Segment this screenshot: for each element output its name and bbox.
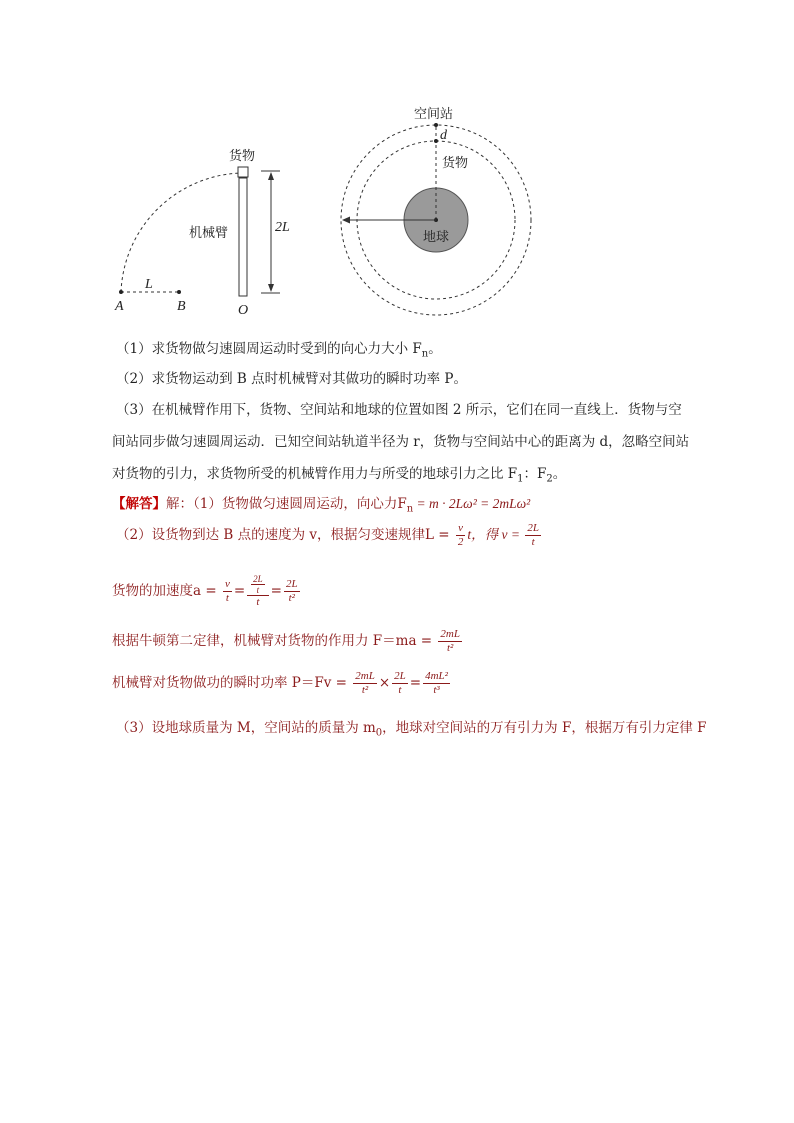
fraction-v-over-2 xyxy=(456,522,466,549)
point-b-dot xyxy=(177,290,181,294)
answer-6 xyxy=(116,716,707,739)
answer-3 xyxy=(112,574,302,609)
height-label: 2L xyxy=(275,220,290,235)
answer-6-sub: 0 xyxy=(375,727,383,739)
frac-den: 2 xyxy=(457,536,464,548)
equals-sign: = xyxy=(233,583,246,599)
figure-2-space-station xyxy=(330,100,545,320)
q2-text: （2）求货物运动到 B 点时机械臂对其做功的瞬时功率 P。 xyxy=(116,371,467,387)
frac-num: v xyxy=(224,578,230,590)
point-b-label: B xyxy=(177,299,186,314)
frac-den: t² xyxy=(447,642,454,654)
point-a-label: A xyxy=(115,299,124,314)
answer-5-text: 机械臂对货物做功的瞬时功率 P＝Fv = xyxy=(112,675,352,691)
figure-1-robot-arm xyxy=(105,140,315,320)
q1-subscript: n xyxy=(421,348,429,360)
fraction-v-over-t xyxy=(223,578,232,605)
answer-2 xyxy=(116,522,543,549)
station-label: 空间站 xyxy=(414,107,454,122)
frac-num: 2L xyxy=(285,578,298,590)
equals-sign: = xyxy=(409,675,422,691)
frac-den: t xyxy=(225,592,229,604)
question-3-line-1 xyxy=(116,398,682,418)
question-2 xyxy=(116,367,467,387)
q3-colon: ：F xyxy=(523,466,547,482)
question-3-line-2 xyxy=(112,430,689,450)
earth-label: 地球 xyxy=(423,230,450,245)
fraction-2l-over-t-small xyxy=(251,574,265,595)
fraction-2ml-over-t2 xyxy=(353,670,377,697)
fraction-nested xyxy=(247,574,269,609)
station-dot xyxy=(434,123,438,127)
question-1 xyxy=(116,337,442,360)
frac-num: 2mL xyxy=(355,670,375,682)
frac-den: t³ xyxy=(433,684,440,696)
frac-den: t xyxy=(398,684,402,696)
answer-2-text: （2）设货物到达 B 点的速度为 v，根据匀变速规律L = xyxy=(116,527,454,543)
arm-label: 机械臂 xyxy=(189,226,229,241)
q1-text: （1）求货物做匀速圆周运动时受到的向心力大小 F xyxy=(116,341,422,357)
point-o-label: O xyxy=(238,303,249,318)
robot-arm-rod xyxy=(239,178,247,296)
fraction-2l-over-t2 xyxy=(284,578,300,605)
answer-1-text: 解：（1）货物做匀速圆周运动，向心力F xyxy=(166,496,407,512)
q3-text-2: 间站同步做匀速圆周运动．已知空间站轨道半径为 r，货物与空间站中心的距离为 d，忽略空间站 xyxy=(112,434,690,450)
answer-4-text: 根据牛顿第二定律，机械臂对货物的作用力 F＝ma = xyxy=(112,633,437,649)
cargo-label: 货物 xyxy=(229,149,256,164)
answer-4 xyxy=(112,628,464,655)
distance-label: L xyxy=(145,277,153,292)
q3-sub-1: 1 xyxy=(517,473,524,485)
answer-2-mid: t，得 v = xyxy=(467,527,524,542)
equals-sign: = xyxy=(270,583,282,599)
fraction-2ml-over-t2 xyxy=(438,628,462,655)
frac-num: 2L xyxy=(527,522,539,534)
cargo-dot xyxy=(434,139,438,143)
frac-den: t xyxy=(256,585,260,595)
q3-text-3: 对货物的引力，求货物所受的机械臂作用力与所受的地球引力之比 F xyxy=(112,466,518,482)
frac-num: 4mL² xyxy=(425,670,448,682)
frac-den: t xyxy=(256,596,260,608)
fraction-2l-over-t xyxy=(392,670,408,697)
frac-num: v xyxy=(456,522,466,536)
frac-den: t xyxy=(531,536,535,548)
q3-period: 。 xyxy=(552,466,567,482)
d-label: d xyxy=(440,128,447,143)
q3-text-1: （3）在机械臂作用下，货物、空间站和地球的位置如图 2 所示，它们在同一直线上．货物与空 xyxy=(116,402,682,418)
answer-3-text: 货物的加速度a = xyxy=(112,583,221,599)
fraction-4ml2-over-t3 xyxy=(423,670,450,697)
answer-1-formula: = m · 2Lω² = 2mLω² xyxy=(413,496,531,511)
answer-6-text: （3）设地球质量为 M，空间站的质量为 m xyxy=(116,720,376,736)
cargo-label-2: 货物 xyxy=(442,156,469,171)
point-a-dot xyxy=(119,290,123,294)
cargo-box xyxy=(238,167,248,177)
answer-6-post: ，地球对空间站的万有引力为 F，根据万有引力定律 F xyxy=(382,720,707,736)
radius-arrow-head xyxy=(342,217,350,224)
nested-numerator xyxy=(247,574,269,596)
answer-5 xyxy=(112,670,452,697)
q1-period: 。 xyxy=(428,341,442,357)
answer-tag: 【解答】 xyxy=(112,496,166,512)
frac-num: 2L xyxy=(253,574,263,584)
frac-num: 2mL xyxy=(440,628,460,640)
question-3-line-3 xyxy=(112,462,566,485)
answer-1-sub: n xyxy=(406,503,414,515)
q3-sub-2: 2 xyxy=(546,473,553,485)
answer-1 xyxy=(112,492,530,515)
frac-den: t² xyxy=(288,592,295,604)
height-arrow-down-head xyxy=(268,284,274,292)
frac-den: t² xyxy=(361,684,369,696)
fraction-2l-over-t xyxy=(525,522,541,549)
frac-num: 2L xyxy=(394,670,406,682)
height-arrow-up-head xyxy=(268,172,274,180)
times-sign: × xyxy=(378,675,391,691)
